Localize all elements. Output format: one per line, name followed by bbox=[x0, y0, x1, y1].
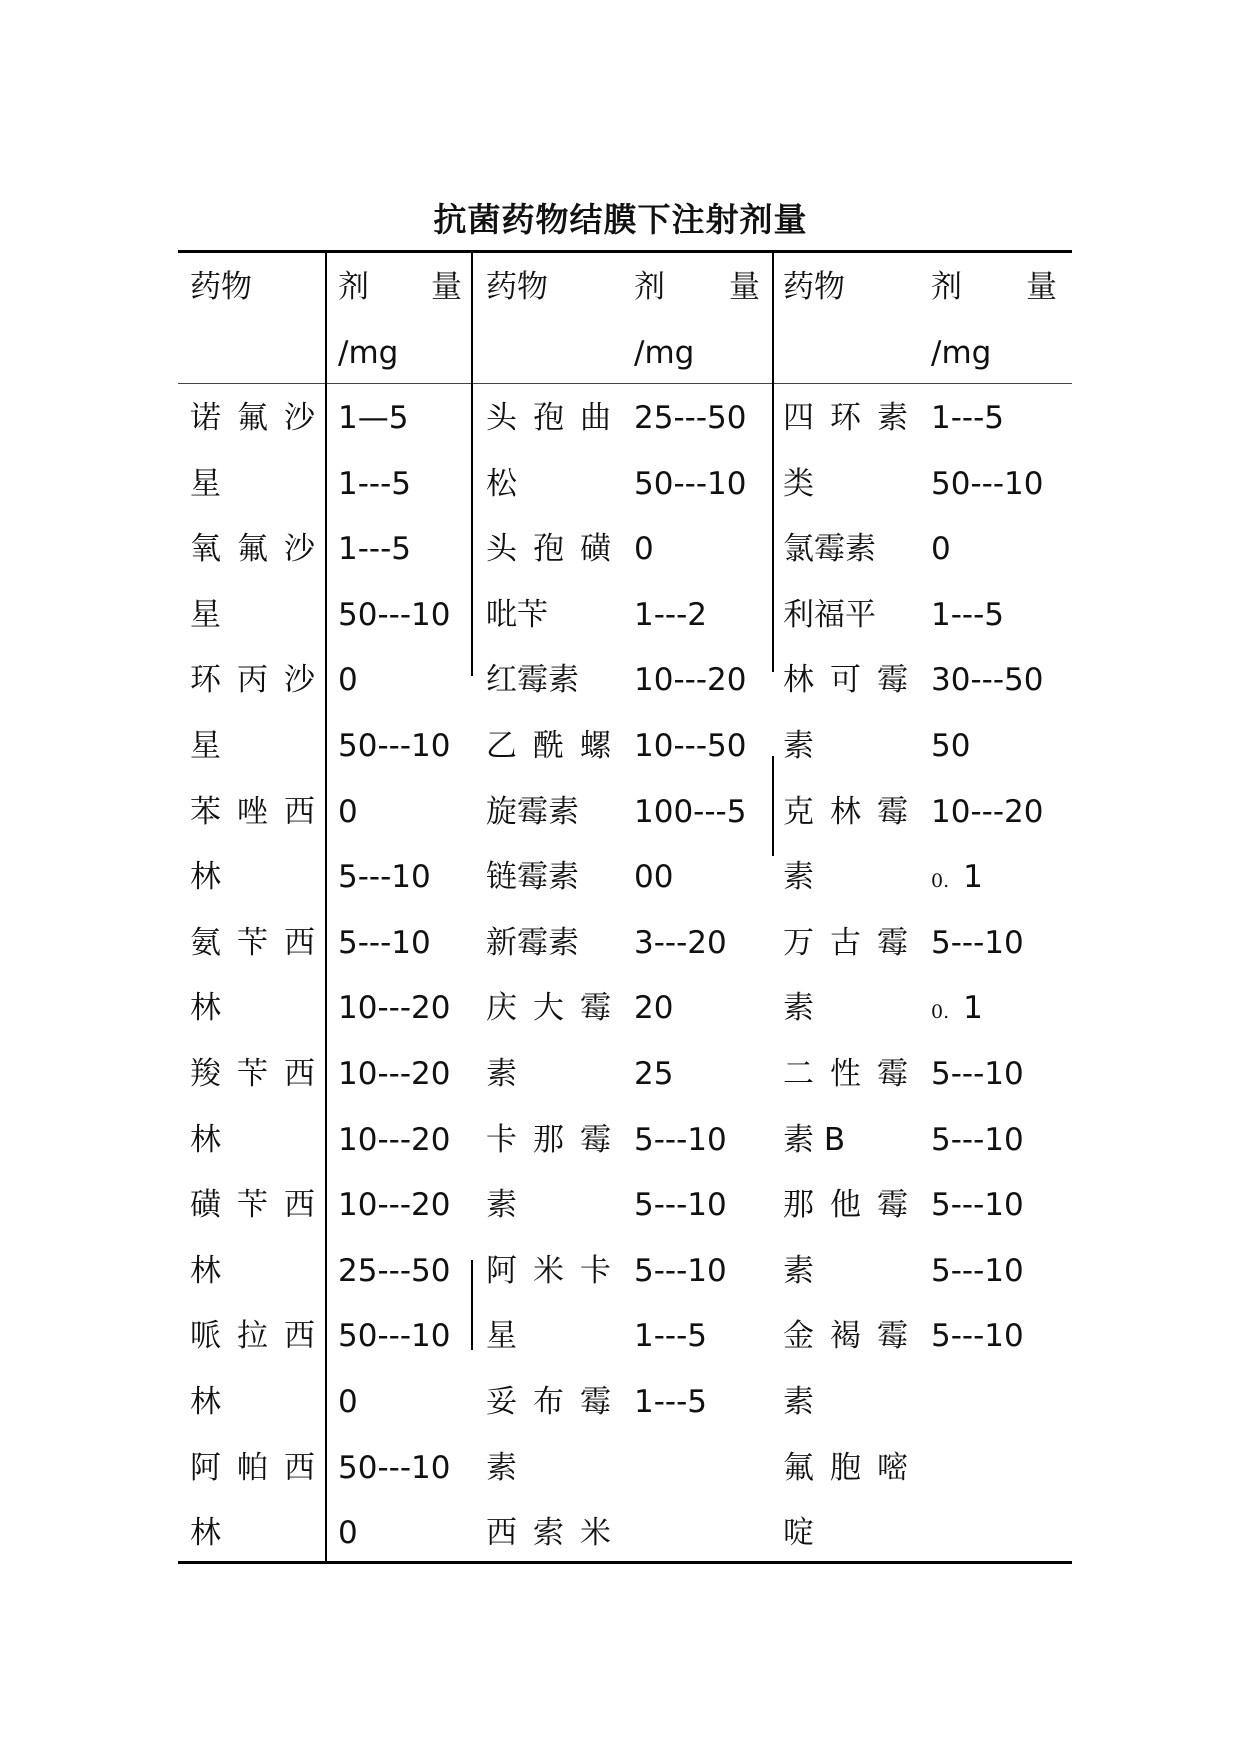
drug-name-char: 素 bbox=[783, 990, 814, 1027]
header-dose-unit bbox=[931, 320, 991, 386]
drug-name-cell bbox=[486, 845, 579, 911]
drug-name-char: 氯霉素 bbox=[783, 531, 876, 568]
drug-name-cell bbox=[190, 1501, 221, 1567]
drug-name-cell bbox=[190, 517, 315, 583]
drug-name-char: 氟 bbox=[237, 531, 268, 568]
dose-cell bbox=[634, 845, 673, 911]
header-dose-char: 量 bbox=[729, 269, 760, 305]
drug-name-cell bbox=[783, 1304, 908, 1370]
drug-name-char: 曲 bbox=[580, 400, 611, 436]
dose-value: 30---50 bbox=[931, 662, 1044, 699]
drug-name-char: 吡苄 bbox=[486, 596, 548, 633]
drug-name-char: 金 bbox=[783, 1318, 814, 1355]
drug-name-char: 孢 bbox=[533, 531, 564, 568]
column-divider bbox=[471, 1260, 473, 1350]
drug-name-char: 唑 bbox=[237, 793, 268, 830]
top-rule bbox=[178, 250, 1072, 253]
drug-name-char: 星 bbox=[190, 596, 221, 633]
drug-name-cell bbox=[486, 386, 611, 452]
dose-cell bbox=[931, 517, 951, 583]
drug-name-cell bbox=[486, 583, 548, 649]
drug-name-char: 霉 bbox=[877, 924, 908, 961]
drug-name-char: 松 bbox=[486, 465, 517, 502]
dose-cell bbox=[931, 452, 1043, 518]
dose-cell bbox=[338, 1501, 358, 1567]
drug-name-char: 素 bbox=[486, 1187, 517, 1224]
drug-name-cell bbox=[190, 976, 221, 1042]
header-drug bbox=[486, 254, 548, 320]
header-dose-unit bbox=[634, 320, 694, 386]
drug-name-cell bbox=[190, 386, 315, 452]
drug-name-cell bbox=[190, 1173, 315, 1239]
drug-name-cell bbox=[486, 1501, 611, 1567]
header-dose-char: 剂 bbox=[338, 269, 369, 305]
header-dose-char: 量 bbox=[431, 269, 462, 305]
dose-value: 5---10 bbox=[634, 1187, 727, 1224]
drug-name-char: 沙 bbox=[284, 662, 315, 699]
dose-cell bbox=[634, 976, 673, 1042]
drug-name-char: 霉 bbox=[877, 1187, 908, 1224]
drug-name-char: 西 bbox=[284, 1318, 315, 1355]
drug-name-char: 他 bbox=[830, 1187, 861, 1224]
dose-value: 50---10 bbox=[338, 728, 451, 764]
header-dose-char: 剂 bbox=[634, 269, 665, 305]
drug-name-char: 西 bbox=[486, 1515, 517, 1552]
header-dose bbox=[338, 254, 462, 320]
drug-name-char: 苯 bbox=[190, 793, 221, 830]
header-drug bbox=[190, 254, 252, 320]
dose-value: 25---50 bbox=[634, 400, 747, 436]
drug-name-char: 素 B bbox=[783, 1121, 846, 1158]
drug-name-char: 磺 bbox=[580, 531, 611, 568]
drug-name-char: 林 bbox=[190, 1515, 221, 1552]
dose-value: 5---10 bbox=[931, 1056, 1024, 1092]
dose-cell bbox=[634, 714, 746, 780]
dose-value: 1 bbox=[963, 859, 983, 896]
dose-cell bbox=[338, 976, 450, 1042]
drug-name-char: 利福平 bbox=[783, 596, 876, 633]
dose-value: 10---20 bbox=[338, 990, 451, 1027]
dose-cell bbox=[634, 1173, 727, 1239]
dose-cell bbox=[338, 1173, 450, 1239]
drug-name-char: 褐 bbox=[830, 1318, 861, 1355]
dose-value: 10---20 bbox=[338, 1121, 451, 1158]
drug-name-char: 胞 bbox=[830, 1449, 861, 1486]
drug-name-cell bbox=[486, 1108, 611, 1174]
dose-cell bbox=[931, 648, 1043, 714]
drug-name-cell bbox=[190, 1304, 315, 1370]
drug-name-char: 环 bbox=[830, 400, 861, 436]
dose-cell bbox=[634, 386, 746, 452]
dose-value: 1---5 bbox=[338, 531, 412, 568]
drug-name-char: 羧 bbox=[190, 1056, 221, 1092]
dose-value: 50---10 bbox=[338, 596, 451, 633]
drug-name-char: 素 bbox=[486, 1449, 517, 1486]
dose-cell bbox=[338, 714, 450, 780]
drug-name-char: 霉 bbox=[877, 793, 908, 830]
dose-cell bbox=[338, 1042, 450, 1108]
drug-name-char: 西 bbox=[284, 793, 315, 830]
drug-name-char: 嘧 bbox=[877, 1449, 908, 1486]
dose-cell bbox=[931, 583, 1004, 649]
drug-name-char: 霉 bbox=[580, 990, 611, 1027]
column-divider bbox=[772, 252, 774, 672]
drug-name-char: 四 bbox=[783, 400, 814, 436]
drug-name-cell bbox=[783, 911, 908, 977]
drug-name-char: 氟 bbox=[237, 400, 268, 436]
drug-name-char: 氟 bbox=[783, 1449, 814, 1486]
drug-name-char: 孢 bbox=[533, 400, 564, 436]
drug-name-char: 头 bbox=[486, 400, 517, 436]
drug-name-char: 林 bbox=[190, 1252, 221, 1289]
dose-value: 25---50 bbox=[338, 1252, 451, 1289]
drug-name-cell bbox=[783, 1501, 814, 1567]
drug-name-char: 拉 bbox=[237, 1318, 268, 1355]
dose-value: 5---10 bbox=[634, 1252, 727, 1289]
drug-name-char: 林 bbox=[190, 1384, 221, 1420]
dose-value: 5---10 bbox=[931, 1121, 1024, 1158]
table-title: 抗菌药物结膜下注射剂量 bbox=[433, 200, 808, 239]
drug-name-cell bbox=[783, 1042, 908, 1108]
drug-name-char: 可 bbox=[830, 662, 861, 699]
dose-value: 5---10 bbox=[338, 924, 431, 961]
dose-cell bbox=[931, 1239, 1024, 1305]
drug-name-char: 布 bbox=[533, 1384, 564, 1420]
bottom-rule bbox=[178, 1561, 1072, 1564]
drug-name-char: 苄 bbox=[237, 1187, 268, 1224]
dose-cell bbox=[338, 1436, 450, 1502]
header-dose-unit bbox=[338, 320, 398, 386]
drug-name-cell bbox=[190, 648, 315, 714]
dose-cell bbox=[931, 1173, 1024, 1239]
drug-name-char: 素 bbox=[486, 1056, 517, 1092]
dose-cell bbox=[338, 780, 358, 846]
header-dose-char: 量 bbox=[1026, 269, 1057, 305]
drug-name-cell bbox=[783, 976, 814, 1042]
dose-cell bbox=[931, 1042, 1024, 1108]
dose-cell bbox=[634, 1370, 707, 1436]
drug-name-cell bbox=[486, 648, 579, 714]
dose-value: 5---10 bbox=[634, 1121, 727, 1158]
drug-name-cell bbox=[783, 386, 908, 452]
drug-name-char: 卡 bbox=[580, 1252, 611, 1289]
drug-name-char: 二 bbox=[783, 1056, 814, 1092]
drug-name-char: 螺 bbox=[580, 728, 611, 764]
drug-name-char: 素 bbox=[783, 728, 814, 764]
drug-name-char: 素 bbox=[783, 1384, 814, 1420]
dose-cell bbox=[338, 648, 358, 714]
dose-value: 10---20 bbox=[338, 1056, 451, 1092]
drug-name-cell bbox=[486, 1304, 517, 1370]
dose-value: 25 bbox=[634, 1056, 674, 1092]
drug-name-char: 霉 bbox=[877, 1318, 908, 1355]
drug-name-char: 性 bbox=[830, 1056, 861, 1092]
drug-name-char: 旋霉素 bbox=[486, 793, 579, 830]
header-drug bbox=[783, 254, 845, 320]
drug-name-char: 林 bbox=[190, 859, 221, 896]
dose-value: 50---10 bbox=[634, 465, 747, 502]
dose-value: 0 bbox=[338, 662, 358, 699]
dose-cell bbox=[931, 714, 970, 780]
drug-name-char: 帕 bbox=[237, 1449, 268, 1486]
drug-name-char: 沙 bbox=[284, 531, 315, 568]
dose-cell bbox=[338, 452, 411, 518]
dose-cell bbox=[931, 780, 1043, 846]
dose-value: 1—5 bbox=[338, 400, 409, 436]
header-drug-label: 药物 bbox=[486, 269, 548, 305]
drug-name-char: 林 bbox=[830, 793, 861, 830]
header-dose-unit-label: /mg bbox=[338, 335, 399, 371]
dose-value: 5---10 bbox=[931, 924, 1024, 961]
drug-name-char: 苄 bbox=[237, 1056, 268, 1092]
dose-cell bbox=[634, 583, 707, 649]
dose-value: 10---20 bbox=[634, 662, 747, 699]
drug-name-char: 林 bbox=[190, 990, 221, 1027]
dose-value: 5---10 bbox=[931, 1318, 1024, 1355]
dose-cell bbox=[931, 1108, 1024, 1174]
drug-name-cell bbox=[783, 714, 814, 780]
drug-name-char: 阿 bbox=[486, 1252, 517, 1289]
dose-cell bbox=[634, 452, 746, 518]
drug-name-cell bbox=[190, 583, 221, 649]
drug-name-cell bbox=[486, 1370, 611, 1436]
drug-name-cell bbox=[486, 780, 579, 846]
drug-name-char: 丙 bbox=[237, 662, 268, 699]
drug-name-cell bbox=[783, 1108, 845, 1174]
dose-cell bbox=[634, 780, 746, 846]
drug-name-cell bbox=[190, 1239, 221, 1305]
dose-value: 5---10 bbox=[338, 859, 431, 896]
dose-value: 10---20 bbox=[338, 1187, 451, 1224]
column-divider bbox=[772, 756, 774, 856]
dose-cell bbox=[931, 386, 1004, 452]
dose-cell bbox=[931, 1304, 1024, 1370]
dose-value: 0 bbox=[338, 1384, 358, 1420]
drug-name-char: 米 bbox=[580, 1515, 611, 1552]
drug-name-cell bbox=[783, 780, 908, 846]
drug-name-cell bbox=[190, 780, 315, 846]
drug-name-cell bbox=[486, 517, 611, 583]
dose-value: 50 bbox=[931, 728, 971, 764]
drug-name-char: 星 bbox=[190, 728, 221, 764]
dose-value: 20 bbox=[634, 990, 674, 1027]
header-dose-unit-label: /mg bbox=[931, 335, 992, 371]
drug-name-char: 西 bbox=[284, 1187, 315, 1224]
drug-name-cell bbox=[486, 452, 517, 518]
drug-name-char: 素 bbox=[783, 1252, 814, 1289]
dose-value: 1---5 bbox=[338, 465, 412, 502]
dose-cell bbox=[634, 911, 727, 977]
drug-name-char: 米 bbox=[533, 1252, 564, 1289]
drug-name-char: 林 bbox=[190, 1121, 221, 1158]
drug-name-char: 星 bbox=[190, 465, 221, 502]
drug-name-cell bbox=[486, 976, 611, 1042]
dose-value: 1---2 bbox=[634, 596, 708, 633]
drug-name-char: 克 bbox=[783, 793, 814, 830]
drug-name-char: 磺 bbox=[190, 1187, 221, 1224]
drug-name-cell bbox=[190, 911, 315, 977]
drug-name-char: 那 bbox=[783, 1187, 814, 1224]
drug-name-char: 氨 bbox=[190, 924, 221, 961]
drug-name-cell bbox=[783, 583, 876, 649]
dose-cell bbox=[634, 517, 654, 583]
drug-name-char: 素 bbox=[783, 859, 814, 896]
dose-value: 3---20 bbox=[634, 924, 727, 961]
drug-name-char: 索 bbox=[533, 1515, 564, 1552]
dose-value: 1---5 bbox=[931, 400, 1005, 436]
dose-value: 10---20 bbox=[931, 793, 1044, 830]
dose-value: 1---5 bbox=[634, 1384, 708, 1420]
dose-value: 50---10 bbox=[931, 465, 1044, 502]
dose-cell bbox=[338, 845, 431, 911]
drug-name-cell bbox=[783, 517, 876, 583]
drug-name-char: 星 bbox=[486, 1318, 517, 1355]
header-dose-char: 剂 bbox=[931, 269, 962, 305]
drug-name-char: 西 bbox=[284, 924, 315, 961]
dose-cell bbox=[634, 1108, 727, 1174]
drug-name-char: 沙 bbox=[284, 400, 315, 436]
header-dose bbox=[634, 254, 760, 320]
drug-name-char: 那 bbox=[533, 1121, 564, 1158]
dose-cell bbox=[931, 911, 1024, 977]
dose-value: 5---10 bbox=[931, 1187, 1024, 1224]
drug-name-char: 庆 bbox=[486, 990, 517, 1027]
header-dose bbox=[931, 254, 1057, 320]
dose-cell bbox=[338, 386, 408, 452]
dose-cell bbox=[634, 1042, 673, 1108]
dose-value: 50---10 bbox=[338, 1449, 451, 1486]
drug-name-cell bbox=[486, 1239, 611, 1305]
drug-name-cell bbox=[783, 1436, 908, 1502]
dose-value: 1---5 bbox=[931, 596, 1005, 633]
drug-name-cell bbox=[783, 648, 908, 714]
dose-cell bbox=[338, 517, 411, 583]
drug-name-char: 头 bbox=[486, 531, 517, 568]
dose-cell bbox=[634, 648, 746, 714]
drug-name-cell bbox=[783, 1173, 908, 1239]
column-divider bbox=[325, 252, 327, 1562]
dose-value: 10---50 bbox=[634, 728, 747, 764]
dose-prefix: 0. bbox=[931, 1001, 950, 1024]
drug-name-cell bbox=[190, 452, 221, 518]
drug-name-char: 古 bbox=[830, 924, 861, 961]
drug-name-cell bbox=[486, 1436, 517, 1502]
drug-name-cell bbox=[783, 452, 814, 518]
dose-prefix: 0. bbox=[931, 870, 950, 893]
column-divider bbox=[471, 252, 473, 676]
drug-name-char: 新霉素 bbox=[486, 924, 579, 961]
dose-value: 5---10 bbox=[931, 1252, 1024, 1289]
drug-name-char: 氧 bbox=[190, 531, 221, 568]
drug-name-cell bbox=[190, 845, 221, 911]
drug-name-cell bbox=[783, 1370, 814, 1436]
dose-cell bbox=[931, 976, 983, 1046]
dose-cell bbox=[338, 1239, 450, 1305]
dose-value: 100---5 bbox=[634, 793, 747, 830]
dose-cell bbox=[931, 845, 983, 915]
drug-name-char: 西 bbox=[284, 1449, 315, 1486]
dose-value: 1---5 bbox=[634, 1318, 708, 1355]
dose-value: 50---10 bbox=[338, 1318, 451, 1355]
drug-name-cell bbox=[190, 714, 221, 780]
drug-name-cell bbox=[190, 1370, 221, 1436]
dose-cell bbox=[634, 1239, 727, 1305]
dose-cell bbox=[338, 911, 431, 977]
dose-cell bbox=[634, 1304, 707, 1370]
drug-name-char: 阿 bbox=[190, 1449, 221, 1486]
drug-name-char: 万 bbox=[783, 924, 814, 961]
drug-name-cell bbox=[190, 1042, 315, 1108]
drug-name-char: 红霉素 bbox=[486, 662, 579, 699]
dose-value: 00 bbox=[634, 859, 674, 896]
drug-name-cell bbox=[783, 1239, 814, 1305]
drug-name-char: 环 bbox=[190, 662, 221, 699]
drug-name-char: 林 bbox=[783, 662, 814, 699]
drug-name-char: 霉 bbox=[580, 1384, 611, 1420]
dose-cell bbox=[338, 1370, 358, 1436]
drug-name-char: 素 bbox=[877, 400, 908, 436]
dose-cell bbox=[338, 583, 450, 649]
dose-value: 1 bbox=[963, 990, 983, 1027]
drug-name-char: 酰 bbox=[533, 728, 564, 764]
dose-value: 0 bbox=[338, 793, 358, 830]
drug-name-char: 啶 bbox=[783, 1515, 814, 1552]
dose-value: 0 bbox=[634, 531, 654, 568]
drug-name-cell bbox=[486, 714, 611, 780]
drug-name-char: 大 bbox=[533, 990, 564, 1027]
drug-name-cell bbox=[486, 911, 579, 977]
header-drug-label: 药物 bbox=[190, 269, 252, 305]
drug-name-char: 诺 bbox=[190, 400, 221, 436]
header-drug-label: 药物 bbox=[783, 269, 845, 305]
dose-cell bbox=[338, 1304, 450, 1370]
drug-name-char: 霉 bbox=[877, 1056, 908, 1092]
drug-name-char: 卡 bbox=[486, 1121, 517, 1158]
drug-name-char: 西 bbox=[284, 1056, 315, 1092]
dose-value: 0 bbox=[931, 531, 951, 568]
drug-name-char: 霉 bbox=[877, 662, 908, 699]
drug-name-char: 妥 bbox=[486, 1384, 517, 1420]
dose-cell bbox=[338, 1108, 450, 1174]
drug-name-char: 霉 bbox=[580, 1121, 611, 1158]
drug-name-char: 乙 bbox=[486, 728, 517, 764]
drug-name-cell bbox=[190, 1436, 315, 1502]
drug-name-char: 链霉素 bbox=[486, 859, 579, 896]
drug-name-char: 苄 bbox=[237, 924, 268, 961]
drug-name-cell bbox=[783, 845, 814, 911]
drug-name-cell bbox=[190, 1108, 221, 1174]
drug-name-char: 哌 bbox=[190, 1318, 221, 1355]
drug-name-cell bbox=[486, 1042, 517, 1108]
dose-value: 0 bbox=[338, 1515, 358, 1552]
drug-name-char: 类 bbox=[783, 465, 814, 502]
header-dose-unit-label: /mg bbox=[634, 335, 695, 371]
drug-name-cell bbox=[486, 1173, 517, 1239]
